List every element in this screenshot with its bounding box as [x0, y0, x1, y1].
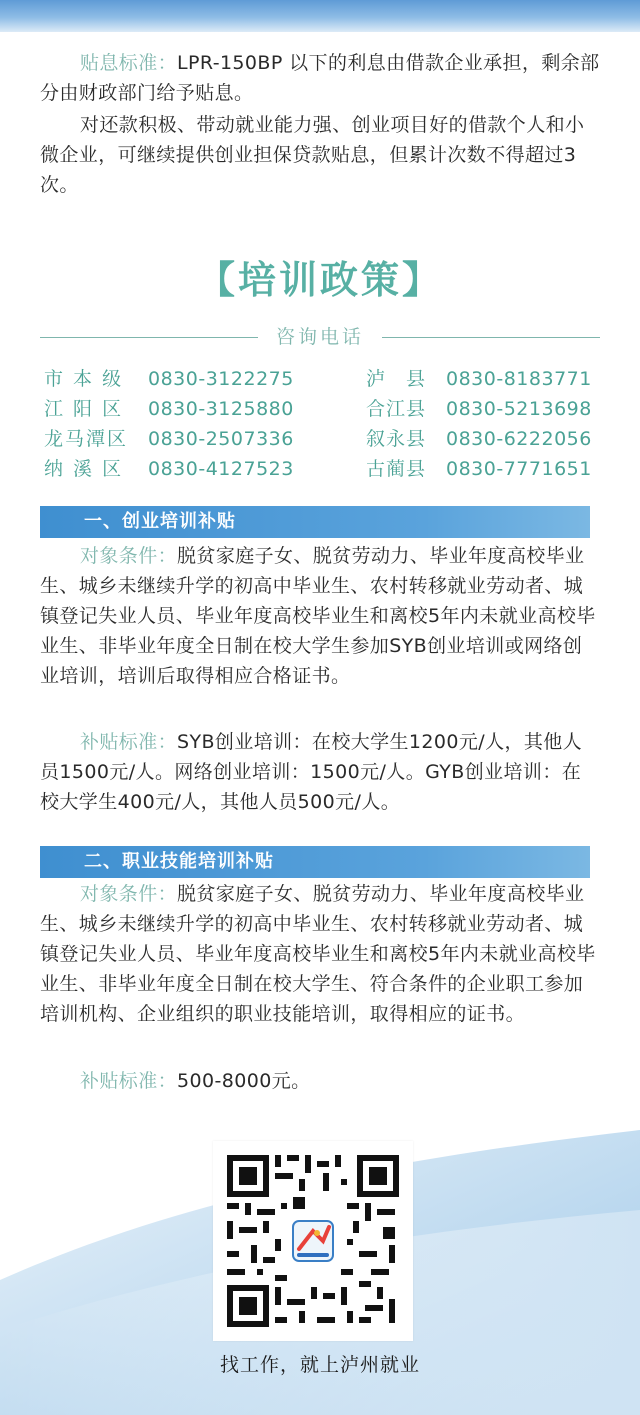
county-name: 叙永县: [366, 428, 427, 450]
phone-number[interactable]: 0830-6222056: [446, 428, 592, 450]
standard-label: 补贴标准：: [80, 731, 178, 753]
county-name: 古蔺县: [366, 458, 427, 480]
phone-number[interactable]: 0830-5213698: [446, 398, 592, 420]
loan-subsidy-label: 贴息标准：: [80, 52, 178, 74]
loan-subsidy-text: LPR-150BP 以下的利息由借款企业承担，剩余部分由财政部门给予贴息。: [40, 52, 600, 104]
conditions-text: 脱贫家庭子女、脱贫劳动力、毕业年度高校毕业生、城乡未继续升学的初高中毕业生、农村转移就业劳动者、城镇登记失业人员、毕业年度高校毕业生和离校5年内未就业高校毕业生、非毕业年度全日制在校大学生、符合条件的企业职工参加培训机构、企业组织的职业技能培训，取得相应的证书。: [40, 883, 596, 1025]
training-policy-heading: [0, 250, 640, 310]
phone-number[interactable]: 0830-3125880: [148, 398, 294, 420]
consult-phone-label: 咨询电话: [275, 326, 364, 348]
standard-label: 补贴标准：: [80, 1070, 178, 1092]
divider-line-right: [382, 337, 600, 338]
section2-standard-paragraph: [40, 1066, 600, 1096]
district-name: 江 阳 区: [44, 398, 124, 420]
phone-number[interactable]: 0830-2507336: [148, 428, 294, 450]
standard-text: SYB创业培训：在校大学生1200元/人，其他人员1500元/人。网络创业培训：1500元/人。GYB创业培训：在校大学生400元/人，其他人员500元/人。: [40, 731, 583, 813]
top-decor-band: [0, 0, 640, 32]
heading-bracket-left: 【: [196, 258, 238, 302]
consult-phone-divider: [40, 322, 600, 352]
standard-text: 500-8000元。: [177, 1070, 311, 1092]
district-name: 龙马潭区: [44, 428, 129, 450]
phone-row: [44, 454, 604, 484]
loan-continuation-paragraph: 对还款积极、带动就业能力强、创业项目好的借款个人和小微企业，可继续提供创业担保贷款贴息，但累计次数不得超过3次。: [40, 114, 585, 196]
qr-code-icon: [213, 1141, 413, 1341]
qr-code[interactable]: [213, 1141, 413, 1341]
phone-row: [44, 364, 604, 394]
county-name: 泸 县: [366, 368, 427, 390]
training-policy-title: 培训政策: [237, 258, 402, 302]
conditions-label: 对象条件：: [80, 883, 178, 905]
slogan-text: 找工作，就上泸州就业: [219, 1354, 420, 1376]
heading-bracket-right: 】: [402, 258, 444, 302]
district-name: 纳 溪 区: [44, 458, 124, 480]
district-name: 市 本 级: [44, 368, 124, 390]
phone-directory: [44, 364, 604, 484]
phone-number[interactable]: 0830-3122275: [148, 368, 294, 390]
section1-conditions-paragraph: [40, 541, 600, 691]
phone-number[interactable]: 0830-7771651: [446, 458, 592, 480]
section2-conditions-paragraph: [40, 879, 600, 1029]
section-header-skills-training: 二、职业技能培训补贴: [40, 846, 590, 878]
phone-row: [44, 394, 604, 424]
conditions-label: 对象条件：: [80, 545, 178, 567]
loan-subsidy-paragraph: [40, 48, 600, 108]
section1-standard-paragraph: [40, 727, 600, 817]
conditions-text: 脱贫家庭子女、脱贫劳动力、毕业年度高校毕业生、城乡未继续升学的初高中毕业生、农村转移就业劳动者、城镇登记失业人员、毕业年度高校毕业生和离校5年内未就业高校毕业生、非毕业年度全日制在校大学生参加SYB创业培训或网络创业培训，培训后取得相应合格证书。: [40, 545, 596, 687]
phone-row: [44, 424, 604, 454]
county-name: 合江县: [366, 398, 427, 420]
section-header-entrepreneurship-training: 一、创业培训补贴: [40, 506, 590, 538]
phone-number[interactable]: 0830-4127523: [148, 458, 294, 480]
phone-number[interactable]: 0830-8183771: [446, 368, 592, 390]
